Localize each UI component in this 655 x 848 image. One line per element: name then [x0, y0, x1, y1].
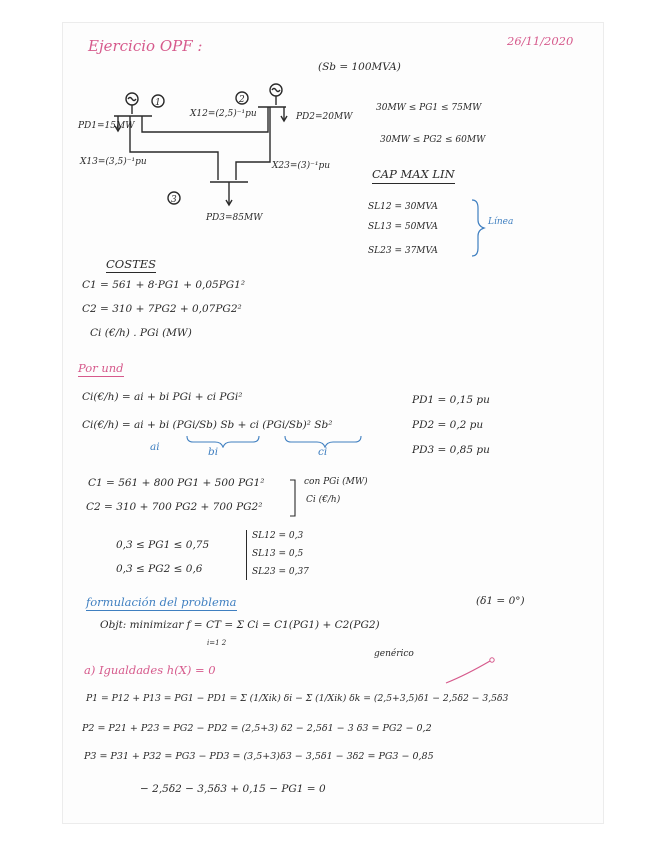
cost-c1-pu: C1 = 561 + 800 PG1 + 500 PG1²	[88, 477, 265, 489]
pg1-pu-limits: 0,3 ≤ PG1 ≤ 0,75	[116, 539, 210, 551]
cost-units: Ci (€/h) . PGi (MW)	[90, 327, 192, 339]
pd1-pu: PD1 = 0,15 pu	[412, 394, 490, 406]
x12-label: X12=(2,5)⁻¹pu	[190, 109, 257, 119]
power-balance-bus-3: P3 = P31 + P32 = PG3 − PD3 = (3,5+3)δ3 − 3,5δ1 − 3δ2 = PG3 − 0,85	[84, 751, 434, 762]
pg2-pu-limits: 0,3 ≤ PG2 ≤ 0,6	[116, 563, 203, 575]
s12-limit: SL12 = 30MVA	[368, 202, 438, 212]
s13-pu: SL13 = 0,5	[252, 549, 304, 559]
pink-arrow	[440, 655, 500, 687]
s23-pu: SL23 = 0,37	[252, 567, 309, 577]
costs-heading: COSTES	[106, 257, 157, 271]
pd3-label: PD3=85MW	[206, 213, 263, 223]
formulation-heading: formulación del problema	[86, 595, 237, 609]
pg1-limits: 30MW ≤ PG1 ≤ 75MW	[376, 103, 482, 113]
cap-max-heading: CAP MAX LIN	[372, 168, 455, 184]
limits-brace	[468, 198, 488, 258]
equalities-heading: a) Igualdades h(X) = 0	[84, 663, 216, 677]
bus-2-label: 2	[239, 95, 245, 105]
s12-pu: SL12 = 0,3	[252, 531, 304, 541]
line-1-3	[130, 116, 218, 180]
coef-c-label: ci	[318, 446, 328, 458]
bus-1-equation-final: − 2,5δ2 − 3,5δ3 + 0,15 − PG1 = 0	[140, 783, 326, 795]
sum-bounds: i=1 2	[207, 639, 227, 647]
power-balance-bus-1: P1 = P12 + P13 = PG1 − PD1 = Σ (1/Xik) δi − Σ (1/Xik) δk = (2,5+3,5)δ1 − 2,5δ2 − 3,5δ3	[86, 693, 509, 704]
cost-c2-pu: C2 = 310 + 700 PG2 + 700 PG2²	[86, 501, 263, 513]
coef-braces	[185, 434, 365, 448]
units-note-1: con PGi (MW)	[304, 477, 368, 487]
s13-limit: SL13 = 50MVA	[368, 222, 438, 232]
generic-note: genérico	[374, 649, 414, 659]
power-balance-bus-2: P2 = P21 + P23 = PG2 − PD2 = (2,5+3) δ2 − 2,5δ1 − 3 δ3 = PG2 − 0,2	[82, 723, 432, 734]
date: 26/11/2020	[507, 34, 574, 48]
pg2-limits: 30MW ≤ PG2 ≤ 60MW	[380, 135, 486, 145]
cost-c2: C2 = 310 + 7PG2 + 0,07PG2²	[82, 303, 242, 315]
pd2-pu: PD2 = 0,2 pu	[412, 419, 484, 431]
cost-c1: C1 = 561 + 8·PG1 + 0,05PG1²	[82, 279, 246, 291]
pd2-label: PD2=20MW	[296, 112, 353, 122]
limits-divider	[246, 530, 247, 580]
cost-bracket	[288, 478, 298, 518]
cost-pu-eq: Ci(€/h) = ai + bi (PGi/Sb) Sb + ci (PGi/Sb)² Sb²	[82, 419, 333, 431]
brace-note: Línea	[488, 217, 514, 227]
coef-b-label: bi	[208, 446, 219, 458]
units-note-2: Ci (€/h)	[306, 495, 341, 505]
coef-a-label: ai	[150, 441, 160, 453]
objective-function: Objt: minimizar f = CT = Σ Ci = C1(PG1) + C2(PG2)	[100, 619, 380, 631]
x13-label: X13=(3,5)⁻¹pu	[80, 157, 147, 167]
exercise-title: Ejercicio OPF :	[88, 37, 203, 55]
per-unit-heading: Por und	[78, 361, 124, 375]
bus-3-label: 3	[171, 195, 177, 205]
bus-1-label: 1	[155, 98, 161, 108]
x23-label: X23=(3)⁻¹pu	[272, 161, 331, 171]
pd1-label: PD1=15MW	[78, 121, 135, 131]
pd3-pu: PD3 = 0,85 pu	[412, 444, 490, 456]
cost-general-eq: Ci(€/h) = ai + bi PGi + ci PGi²	[82, 391, 243, 403]
reference-angle: (δ1 = 0°)	[476, 595, 525, 607]
s23-limit: SL23 = 37MVA	[368, 246, 438, 256]
base-power: (Sb = 100MVA)	[318, 61, 401, 73]
